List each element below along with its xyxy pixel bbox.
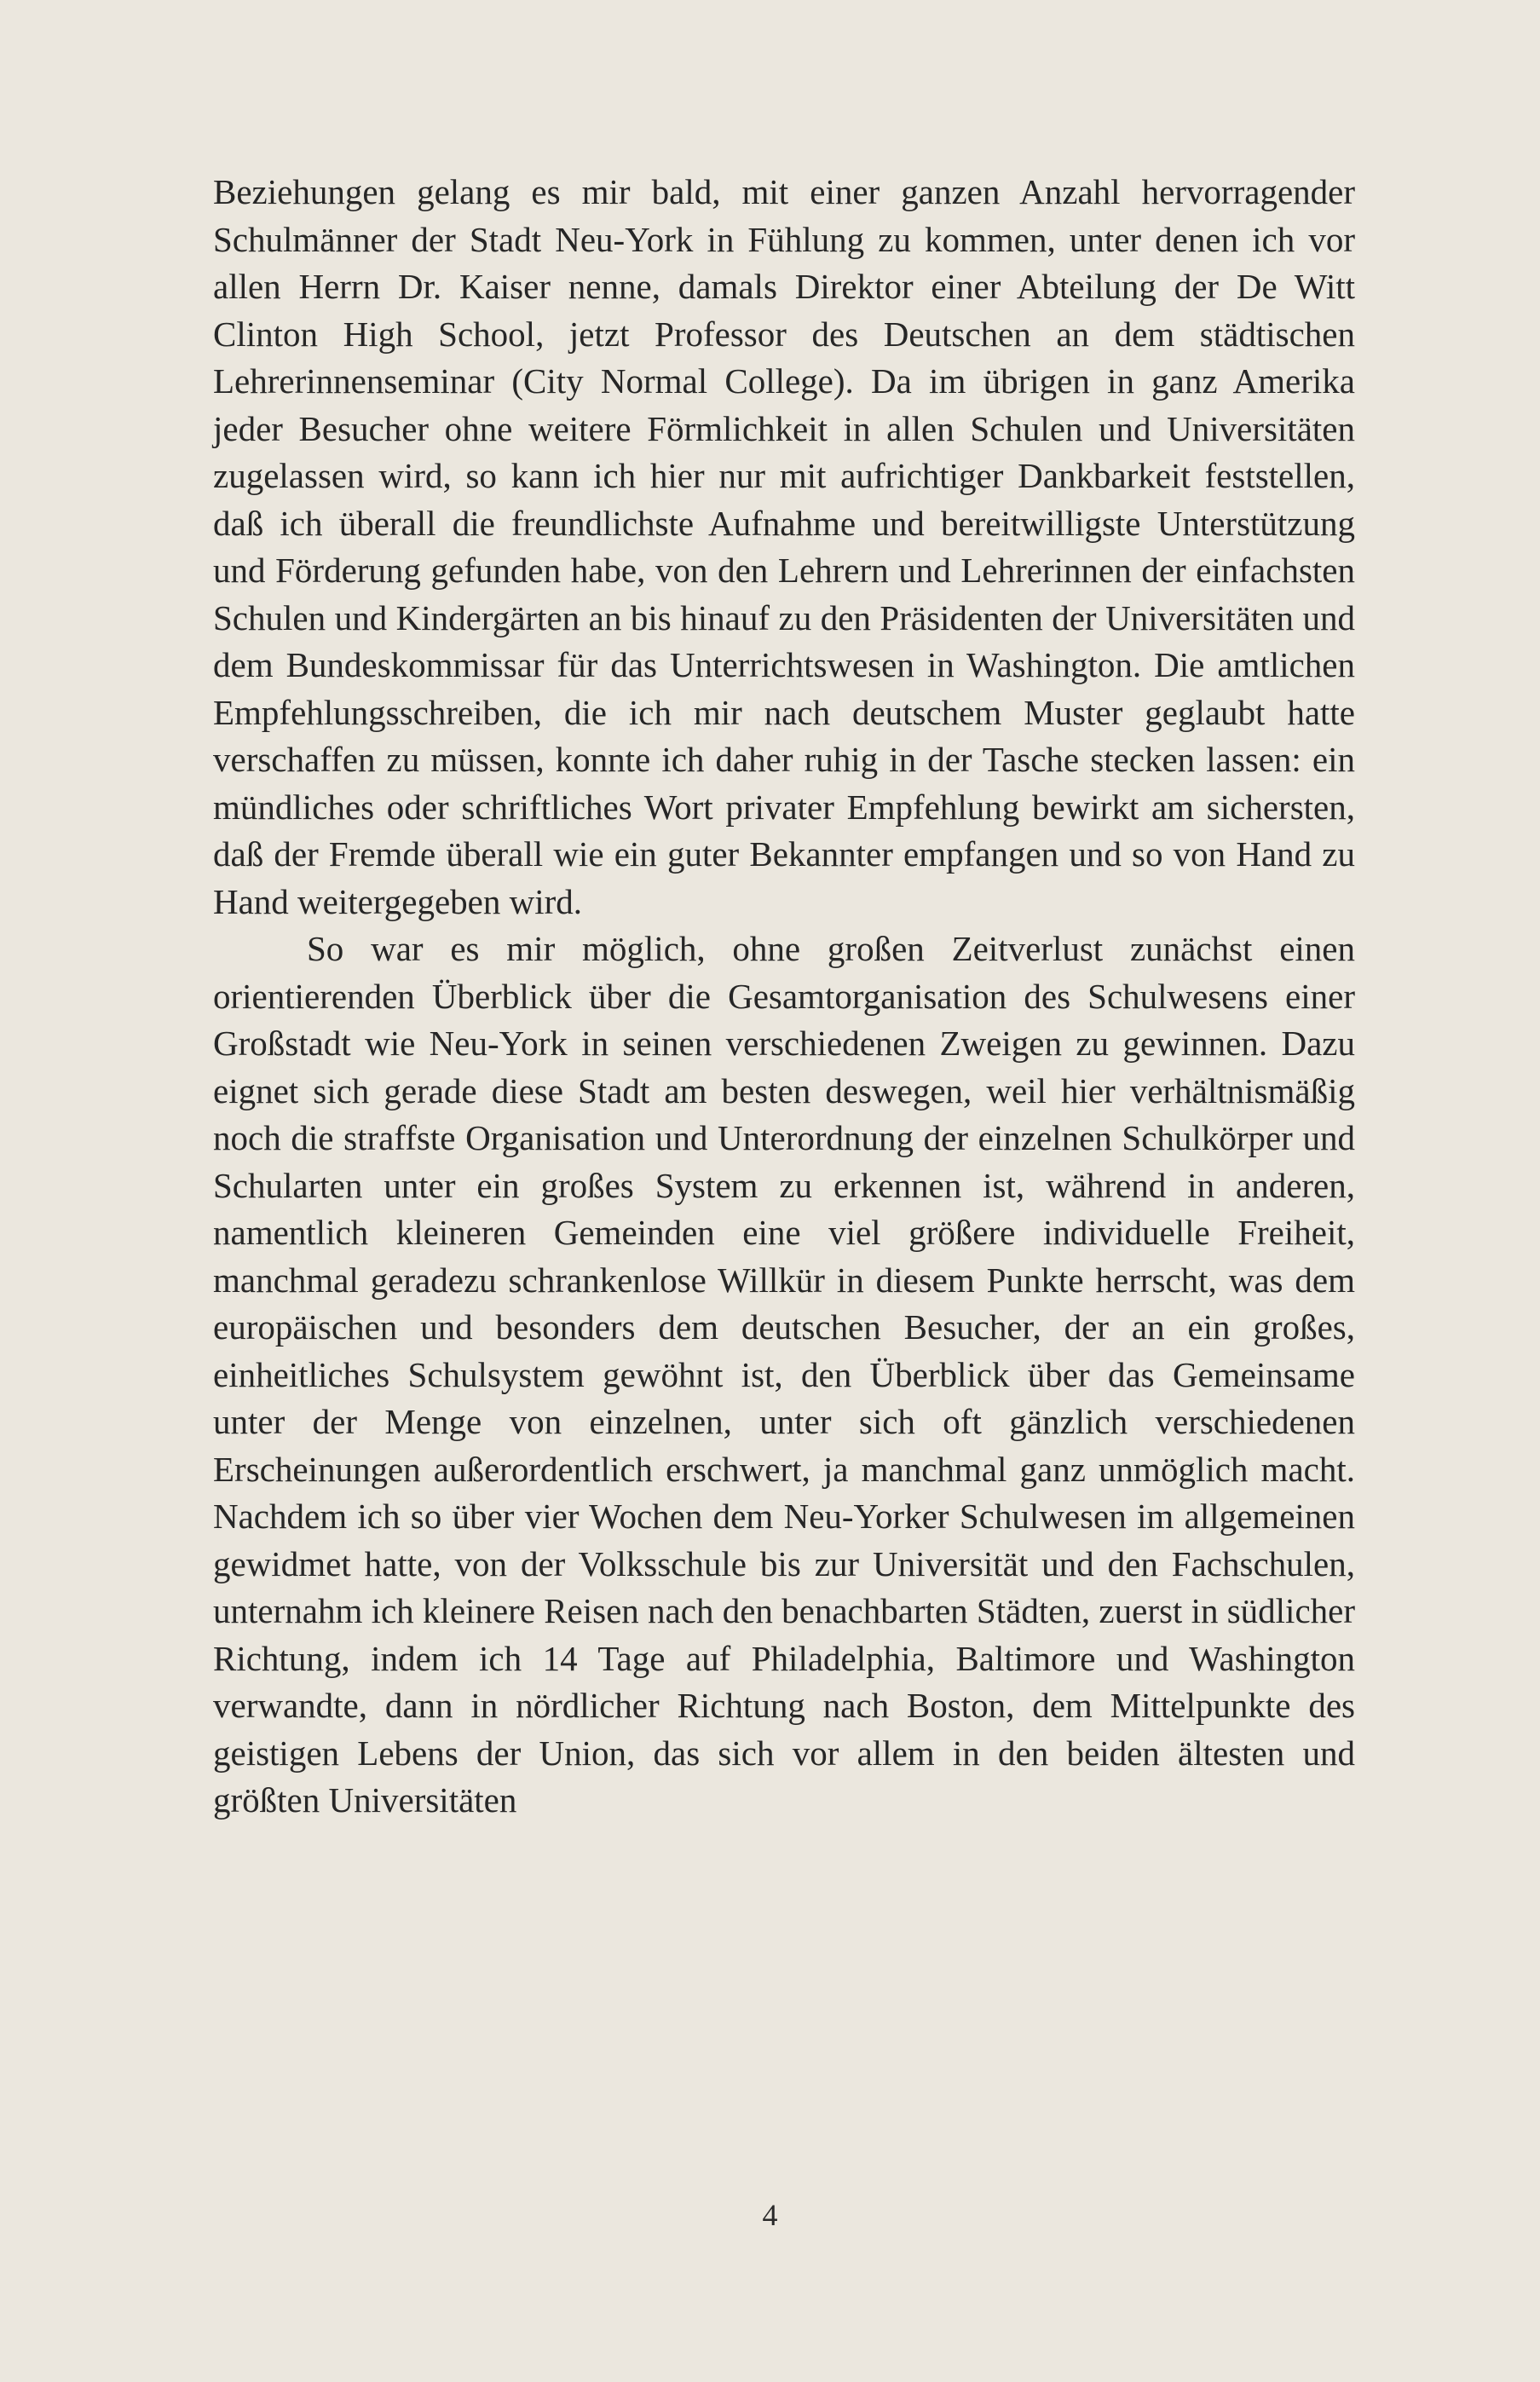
page-number: 4: [762, 2198, 778, 2232]
paragraph-2: So war es mir möglich, ohne großen Zeitverlust zunächst einen orientierenden Überblick über die Gesamtorganisation des Schulwesens einer Großstadt wie Neu-York in seinen verschiedenen Zweigen zu gewinnen. Dazu eignet sich gerade diese Stadt am besten deswegen, weil hier verhältnismäßig noch die straffste Organisation und Unterordnung der einzelnen Schulkörper und Schularten unter ein großes System zu erkennen ist, während in anderen, namentlich kleineren Gemeinden eine viel größere individuelle Freiheit, manchmal geradezu schrankenlose Willkür in diesem Punkte herrscht, was dem europäischen und besonders dem deutschen Besucher, der an ein großes, einheitliches Schulsystem gewöhnt ist, den Überblick über das Gemeinsame unter der Menge von einzelnen, unter sich oft gänzlich verschiedenen Erscheinungen außerordentlich erschwert, ja manchmal ganz unmöglich macht. Nachdem ich so über vier Wochen dem Neu-Yorker Schulwesen im allgemeinen gewidmet hatte, von der Volksschule bis zur Universität und den Fachschulen, unternahm ich kleinere Reisen nach den benachbarten Städten, zuerst in südlicher Richtung, indem ich 14 Tage auf Philadelphia, Baltimore und Washington verwandte, dann in nördlicher Richtung nach Boston, dem Mittelpunkte des geistigen Lebens der Union, das sich vor allem in den beiden ältesten und größten Universitäten: [213, 929, 1355, 1820]
body-text: [213, 169, 1355, 1825]
paragraph-1: Beziehungen gelang es mir bald, mit einer ganzen Anzahl hervorragender Schulmänner der Stadt Neu-York in Fühlung zu kommen, unter denen ich vor allen Herrn Dr. Kaiser nenne, damals Direktor einer Abteilung der De Witt Clinton High School, jetzt Professor des Deutschen an dem städtischen Lehrerinnenseminar (City Normal College). Da im übrigen in ganz Amerika jeder Besucher ohne weitere Förmlichkeit in allen Schulen und Universitäten zugelassen wird, so kann ich hier nur mit aufrichtiger Dankbarkeit feststellen, daß ich überall die freundlichste Aufnahme und bereitwilligste Unterstützung und Förderung gefunden habe, von den Lehrern und Lehrerinnen der einfachsten Schulen und Kindergärten an bis hinauf zu den Präsidenten der Universitäten und dem Bundeskommissar für das Unterrichtswesen in Washington. Die amtlichen Empfehlungsschreiben, die ich mir nach deutschem Muster geglaubt hatte verschaffen zu müssen, konnte ich daher ruhig in der Tasche stecken lassen: ein mündliches oder schriftliches Wort privater Empfehlung bewirkt am sichersten, daß der Fremde überall wie ein guter Bekannter empfangen und so von Hand zu Hand weitergegeben wird.: [213, 172, 1355, 921]
